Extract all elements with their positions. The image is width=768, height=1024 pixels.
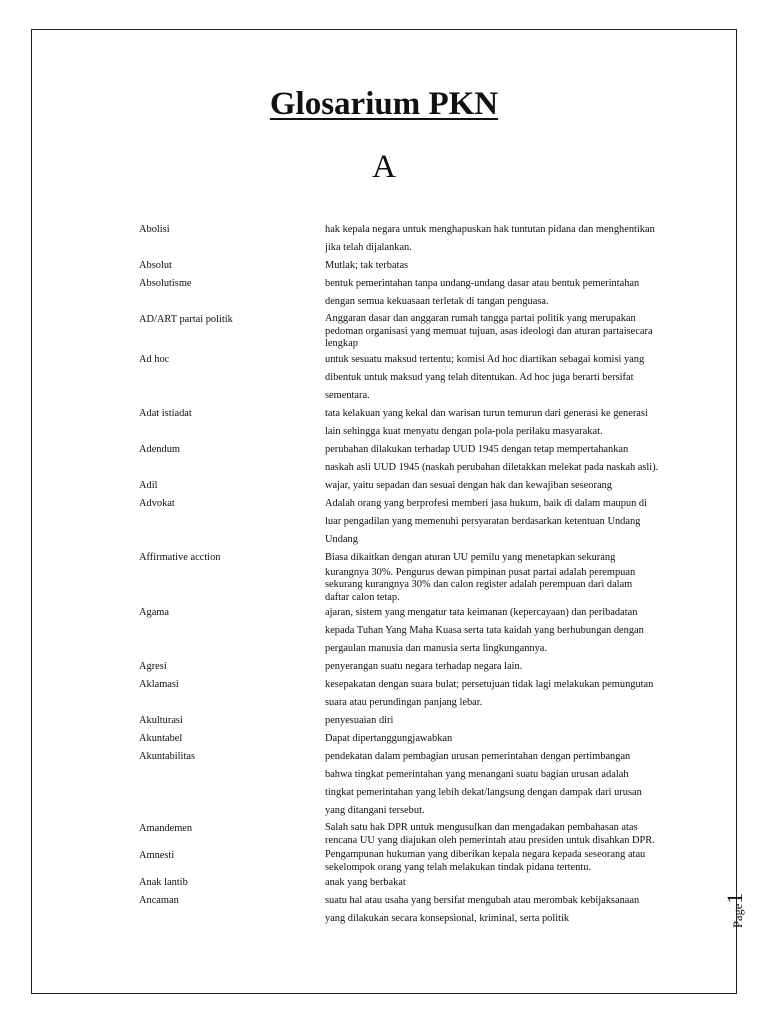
definition-line: dibentuk untuk maksud yang telah ditentukan. Ad hoc juga berarti bersifat — [325, 371, 634, 383]
definition-line: daftar calon tetap. — [325, 591, 400, 603]
glossary-term: Akulturasi — [139, 715, 183, 726]
glossary-term: Adendum — [139, 443, 180, 455]
definition-line: Dapat dipertanggungjawabkan — [325, 733, 453, 744]
glossary-term: Amandemen — [139, 823, 193, 834]
glossary-entry — [139, 847, 679, 874]
glossary-definition — [325, 495, 679, 549]
definition-line: tingkat pemerintahan yang lebih dekat/langsung dengan dampak dari urusan — [325, 787, 642, 798]
page-footer — [722, 893, 748, 928]
definition-line: untuk sesuatu maksud tertentu; komisi Ad hoc diartikan sebagai komisi yang — [325, 353, 645, 365]
definition-line: bentuk pemerintahan tanpa undang-undang dasar atau bentuk pemerintahan — [325, 278, 640, 289]
glossary-definition — [325, 730, 679, 748]
glossary-term: Ad hoc — [139, 353, 170, 365]
definition-line: yang ditangani tersebut. — [325, 805, 425, 816]
glossary-definition — [325, 892, 679, 928]
glossary-definition — [325, 441, 679, 477]
glossary-definition — [325, 658, 679, 676]
glossary-list — [139, 221, 679, 928]
page-label: Page — [731, 903, 745, 928]
glossary-term: Absolutisme — [139, 278, 192, 289]
glossary-term: Anak lantib — [139, 877, 188, 888]
page-number: 1 — [722, 892, 747, 904]
glossary-definition — [325, 405, 679, 441]
definition-line: suara atau perundingan panjang lebar. — [325, 697, 483, 708]
document-title: Glosarium PKN — [269, 86, 499, 122]
definition-line: sekelompok orang yang telah melakukan tindak pidana tertentu. — [325, 861, 592, 873]
glossary-entry — [139, 892, 679, 928]
definition-line: naskah asli UUD 1945 (naskah perubahan diletakkan melekat pada naskah asli). — [325, 461, 659, 473]
definition-line: jika telah dijalankan. — [325, 242, 412, 253]
definition-line: rencana UU yang diajukan oleh pemerintah atau presiden untuk disahkan DPR. — [325, 834, 655, 846]
definition-line: dengan semua kekuasaan terletak di tangan penguasa. — [325, 296, 549, 307]
definition-line: kepada Tuhan Yang Maha Kuasa serta tata kaidah yang berhubungan dengan — [325, 625, 644, 636]
glossary-definition — [325, 676, 679, 712]
glossary-entry — [139, 549, 679, 567]
glossary-entry — [139, 730, 679, 748]
section-letter: A — [372, 149, 396, 185]
definition-line: luar pengadilan yang memenuhi persyaratan berdasarkan ketentuan Undang — [325, 515, 641, 527]
glossary-definition — [325, 477, 679, 495]
glossary-term: Affirmative acction — [139, 551, 221, 563]
definition-line: Undang — [325, 533, 358, 545]
glossary-term: Abolisi — [139, 224, 170, 235]
definition-line: Adalah orang yang berprofesi memberi jasa hukum, baik di dalam maupun di — [325, 497, 648, 509]
glossary-definition — [325, 311, 679, 351]
definition-line: Pengampunan hukuman yang diberikan kepala negara kepada seseorang atau — [325, 849, 646, 860]
glossary-entry — [139, 275, 679, 311]
definition-line: perubahan dilakukan terhadap UUD 1945 dengan tetap mempertahankan — [325, 443, 629, 455]
glossary-entry — [139, 351, 679, 405]
definition-line: kesepakatan dengan suara bulat; persetujuan tidak lagi melakukan pemungutan — [325, 679, 654, 690]
definition-line: bahwa tingkat pemerintahan yang menangani suatu bagian urusan adalah — [325, 769, 629, 780]
glossary-entry — [139, 658, 679, 676]
glossary-entry — [139, 712, 679, 730]
definition-line: Mutlak; tak terbatas — [325, 260, 409, 271]
definition-line: sementara. — [325, 389, 370, 401]
glossary-definition — [325, 604, 679, 658]
glossary-entry — [139, 257, 679, 275]
definition-line: sekurang kurangnya 30% dan calon register adalah perempuan dari dalam — [325, 579, 633, 590]
glossary-term: Adat istiadat — [139, 407, 192, 419]
glossary-term — [139, 567, 325, 605]
glossary-definition — [325, 712, 679, 730]
glossary-term: AD/ART partai politik — [139, 314, 233, 325]
definition-line: lengkap — [325, 338, 358, 349]
glossary-term: Aklamasi — [139, 679, 179, 690]
glossary-term: Amnesti — [139, 850, 175, 861]
glossary-entry — [139, 567, 679, 605]
definition-line: Biasa dikaitkan dengan aturan UU pemilu yang menetapkan sekurang — [325, 551, 616, 563]
definition-line: penyerangan suatu negara terhadap negara lain. — [325, 661, 523, 672]
glossary-definition — [325, 221, 679, 257]
glossary-term: Ancaman — [139, 895, 179, 906]
definition-line: penyesuaian diri — [325, 715, 394, 726]
glossary-entry — [139, 676, 679, 712]
glossary-definition — [325, 275, 679, 311]
definition-line: Salah satu hak DPR untuk mengusulkan dan mengadakan pembahasan atas — [325, 822, 638, 833]
definition-line: ajaran, sistem yang mengatur tata keimanan (kepercayaan) dan peribadatan — [325, 607, 638, 618]
glossary-term: Agresi — [139, 661, 167, 672]
glossary-definition — [325, 351, 679, 405]
glossary-term: Agama — [139, 607, 170, 618]
glossary-definition — [325, 257, 679, 275]
definition-line: kurangnya 30%. Pengurus dewan pimpinan pusat partai adalah perempuan — [325, 566, 636, 578]
glossary-entry — [139, 748, 679, 820]
glossary-definition — [325, 567, 679, 605]
glossary-entry — [139, 311, 679, 351]
glossary-entry — [139, 477, 679, 495]
glossary-entry — [139, 221, 679, 257]
glossary-definition — [325, 847, 679, 874]
glossary-definition — [325, 874, 679, 892]
glossary-definition — [325, 748, 679, 820]
definition-line: suatu hal atau usaha yang bersifat mengubah atau merombak kebijaksanaan — [325, 895, 640, 906]
definition-line: pendekatan dalam pembagian urusan pemerintahan dengan pertimbangan — [325, 751, 631, 762]
glossary-term: Adil — [139, 479, 158, 491]
glossary-definition — [325, 549, 679, 567]
glossary-definition — [325, 820, 679, 847]
definition-line: anak yang berbakat — [325, 877, 406, 888]
definition-line: yang dilakukan secara konsepsional, kriminal, serta politik — [325, 913, 570, 924]
definition-line: lain sehingga kuat menyatu dengan pola-pola perilaku masyarakat. — [325, 425, 603, 437]
glossary-entry — [139, 604, 679, 658]
glossary-entry — [139, 874, 679, 892]
definition-line: hak kepala negara untuk menghapuskan hak tuntutan pidana dan menghentikan — [325, 224, 655, 235]
glossary-entry — [139, 820, 679, 847]
glossary-term: Advokat — [139, 497, 175, 509]
glossary-entry — [139, 405, 679, 441]
glossary-entry — [139, 441, 679, 477]
definition-line: pergaulan manusia dan manusia serta lingkungannya. — [325, 643, 547, 654]
definition-line: wajar, yaitu sepadan dan sesuai dengan hak dan kewajiban seseorang — [325, 479, 612, 491]
glossary-term: Absolut — [139, 260, 172, 271]
definition-line: tata kelakuan yang kekal dan warisan turun temurun dari generasi ke generasi — [325, 407, 648, 419]
glossary-term: Akuntabilitas — [139, 751, 195, 762]
glossary-term: Akuntabel — [139, 733, 183, 744]
definition-line: pedoman organisasi yang memuat tujuan, asas ideologi dan aturan partaisecara — [325, 325, 653, 337]
definition-line: Anggaran dasar dan anggaran rumah tangga partai politik yang merupakan — [325, 313, 636, 324]
glossary-entry — [139, 495, 679, 549]
